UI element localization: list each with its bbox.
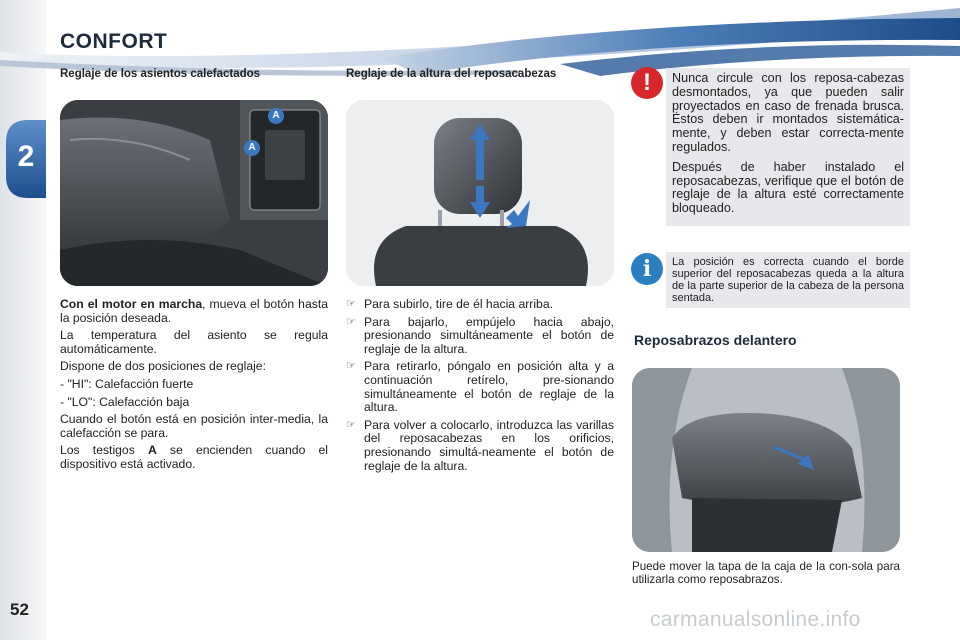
list-item-text: Para volver a colocarlo, introduzca las varillas del reposacabezas en los orificios, presionando simultá-neamente el botón de reglaje de la altura. xyxy=(364,417,614,473)
warning-icon xyxy=(630,66,664,100)
info-box: La posición es correcta cuando el borde superior del reposacabezas queda a la altura de la parte superior de la cabeza de la persona sentada. xyxy=(666,252,910,308)
page-title: CONFORT xyxy=(60,30,168,53)
watermark: carmanualsonline.info xyxy=(650,608,861,631)
paragraph-text: , mueva el botón hasta la posición deseada. xyxy=(60,297,328,325)
bold-lead: Con el motor en marcha xyxy=(60,297,203,311)
marker-a-bottom: A xyxy=(244,140,260,156)
headrest-instructions xyxy=(346,298,614,477)
heated-seats-text xyxy=(60,298,328,476)
text-after: se encienden cuando el dispositivo está activado. xyxy=(60,443,328,471)
warning-symbol: ! xyxy=(643,69,651,96)
indicator-letter: A xyxy=(147,443,157,458)
paragraph-motor xyxy=(60,298,328,325)
paragraph-temperature: La temperatura del asiento se regula automáticamente. xyxy=(60,328,328,356)
headrest-photo xyxy=(346,100,614,286)
paragraph-intermediate: Cuando el botón está en posición inter-media, la calefacción se para. xyxy=(60,412,328,440)
warning-box xyxy=(666,68,910,226)
paragraph-positions: Dispone de dos posiciones de reglaje: xyxy=(60,359,266,374)
list-item xyxy=(346,360,614,414)
list-item-text: Para bajarlo, empújelo hacia abajo, presionando simultáneamente el botón de reglaje de la altura. xyxy=(364,314,614,356)
list-item-text: Para subirlo, tire de él hacia arriba. xyxy=(364,297,554,311)
info-symbol: i xyxy=(642,256,652,282)
instruction-list xyxy=(346,298,614,473)
hand-pointer-icon: ☞ xyxy=(346,360,356,373)
armrest-caption: Puede mover la tapa de la caja de la con-sola para utilizarla como reposabrazos. xyxy=(632,560,900,586)
page-number: 52 xyxy=(10,600,29,619)
heated-seat-photo xyxy=(60,100,328,286)
info-icon xyxy=(630,252,664,286)
position-hi: - "HI": Calefacción fuerte xyxy=(60,376,194,391)
armrest-heading: Reposabrazos delantero xyxy=(634,332,797,348)
warning-paragraph: Después de haber instalado el reposacabezas, verifique que el botón de reglaje de la altura esté correctamente bloqueado. xyxy=(672,159,904,216)
list-item-text: Para retirarlo, póngalo en posición alta y a continuación retírelo, pre-sionando simultáneamente el botón de reglaje de la altura. xyxy=(364,359,614,415)
armrest-photo xyxy=(632,368,900,552)
hand-pointer-icon: ☞ xyxy=(346,298,356,310)
chapter-number: 2 xyxy=(17,140,35,173)
list-item xyxy=(346,298,614,312)
paragraph-indicators xyxy=(60,444,328,471)
text-before: Los testigos xyxy=(60,443,148,458)
warning-paragraph: Nunca circule con los reposa-cabezas desmontados, ya que pueden salir proyectados en caso de frenada brusca. Éstos deben ir montados sistemática-mente, y deben estar correcta-mente regulados. xyxy=(672,71,904,154)
hand-pointer-icon: ☞ xyxy=(346,315,356,328)
marker-a-top: A xyxy=(268,108,284,124)
list-item xyxy=(346,419,614,473)
chapter-sidebar xyxy=(0,0,46,640)
hand-pointer-icon: ☞ xyxy=(346,418,356,431)
list-item xyxy=(346,316,614,357)
headrest-heading: Reglaje de la altura del reposacabezas xyxy=(346,68,557,80)
heated-seats-heading: Reglaje de los asientos calefactados xyxy=(60,68,261,80)
position-lo: - "LO": Calefacción baja xyxy=(60,394,190,409)
